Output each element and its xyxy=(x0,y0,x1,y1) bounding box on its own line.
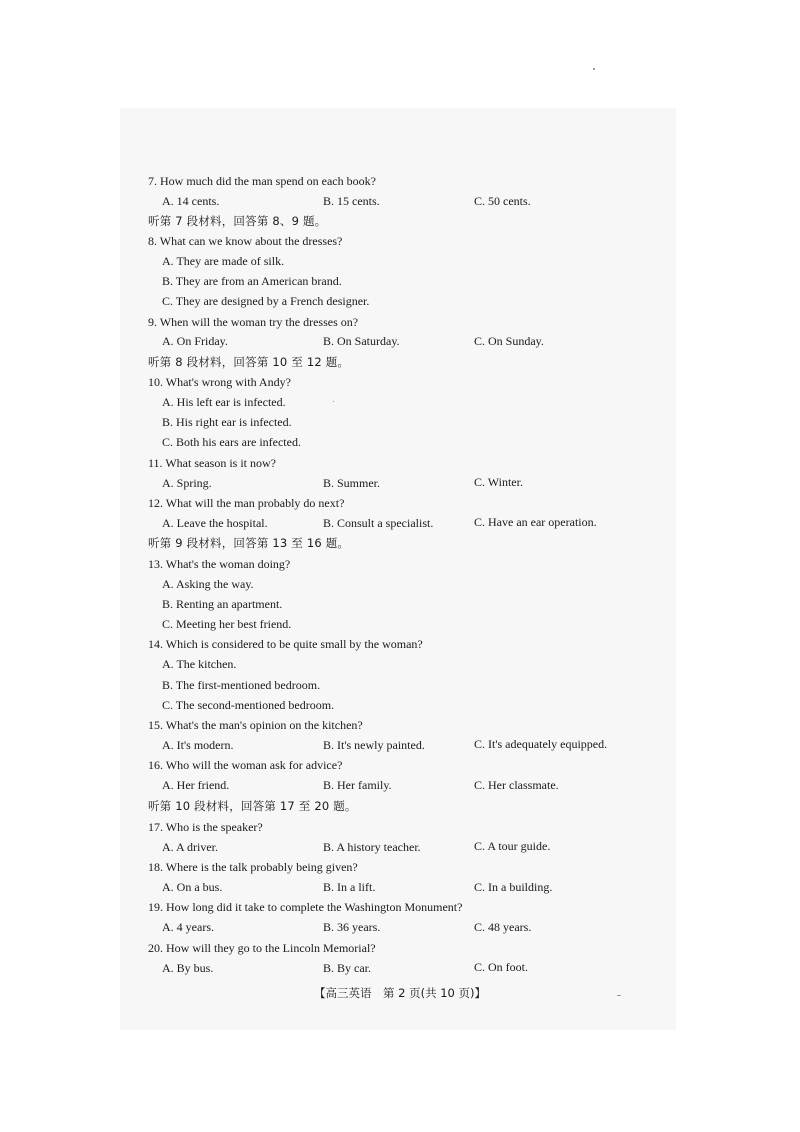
question-15-option-c: C. It's adequately equipped. xyxy=(474,737,608,751)
question-7-option-a: A. 14 cents. xyxy=(162,194,220,208)
question-19-option-b: B. 36 years. xyxy=(323,920,381,934)
section-10-instruction: 听第 10 段材料，回答第 17 至 20 题。 xyxy=(148,799,357,813)
question-13-option-b: B. Renting an apartment. xyxy=(162,597,283,611)
question-10-option-a: A. His left ear is infected. xyxy=(162,395,286,409)
question-18-option-c: C. In a building. xyxy=(474,880,553,894)
question-9-option-b: B. On Saturday. xyxy=(323,334,400,348)
question-14-option-a: A. The kitchen. xyxy=(162,657,237,671)
question-9-stem: 9. When will the woman try the dresses on? xyxy=(148,315,359,329)
question-19-option-a: A. 4 years. xyxy=(162,920,214,934)
question-16-option-b: B. Her family. xyxy=(323,778,392,792)
question-17-stem: 17. Who is the speaker? xyxy=(148,820,263,834)
question-10-stem: 10. What's wrong with Andy? xyxy=(148,375,291,389)
question-17-option-b: B. A history teacher. xyxy=(323,840,421,854)
question-11-option-c: C. Winter. xyxy=(474,475,523,489)
question-10-option-c: C. Both his ears are infected. xyxy=(162,435,301,449)
question-9-option-a: A. On Friday. xyxy=(162,334,228,348)
question-13-option-a: A. Asking the way. xyxy=(162,577,254,591)
question-19-stem: 19. How long did it take to complete the Washington Monument? xyxy=(148,900,463,914)
question-8-stem: 8. What can we know about the dresses? xyxy=(148,234,343,248)
question-7-option-c: C. 50 cents. xyxy=(474,194,531,208)
question-11-option-b: B. Summer. xyxy=(323,476,381,490)
question-13-option-c: C. Meeting her best friend. xyxy=(162,617,292,631)
question-18-option-a: A. On a bus. xyxy=(162,880,223,894)
question-8-option-a: A. They are made of silk. xyxy=(162,254,285,268)
question-7-stem: 7. How much did the man spend on each book? xyxy=(148,174,376,188)
question-12-option-c: C. Have an ear operation. xyxy=(474,515,597,529)
question-13-stem: 13. What's the woman doing? xyxy=(148,557,291,571)
section-7-instruction: 听第 7 段材料，回答第 8、9 题。 xyxy=(148,214,327,228)
question-7-option-b: B. 15 cents. xyxy=(323,194,380,208)
question-20-option-b: B. By car. xyxy=(323,961,371,975)
question-8-option-b: B. They are from an American brand. xyxy=(162,274,342,288)
question-10-option-b: B. His right ear is infected. xyxy=(162,415,292,429)
question-18-stem: 18. Where is the talk probably being given? xyxy=(148,860,358,874)
question-17-option-c: C. A tour guide. xyxy=(474,839,551,853)
question-12-stem: 12. What will the man probably do next? xyxy=(148,496,345,510)
question-12-option-b: B. Consult a specialist. xyxy=(323,516,434,530)
question-15-stem: 15. What's the man's opinion on the kitchen? xyxy=(148,718,363,732)
question-19-option-c: C. 48 years. xyxy=(474,920,532,934)
question-20-option-a: A. By bus. xyxy=(162,961,214,975)
scan-speck xyxy=(593,68,595,70)
question-16-stem: 16. Who will the woman ask for advice? xyxy=(148,758,343,772)
question-16-option-c: C. Her classmate. xyxy=(474,778,559,792)
question-18-option-b: B. In a lift. xyxy=(323,880,376,894)
question-8-option-c: C. They are designed by a French designer. xyxy=(162,294,370,308)
question-20-stem: 20. How will they go to the Lincoln Memorial? xyxy=(148,941,376,955)
section-9-instruction: 听第 9 段材料，回答第 13 至 16 题。 xyxy=(148,536,350,550)
question-15-option-a: A. It's modern. xyxy=(162,738,234,752)
question-14-option-c: C. The second-mentioned bedroom. xyxy=(162,698,335,712)
section-8-instruction: 听第 8 段材料，回答第 10 至 12 题。 xyxy=(148,355,350,369)
question-14-option-b: B. The first-mentioned bedroom. xyxy=(162,678,321,692)
scan-speck xyxy=(333,401,334,402)
question-17-option-a: A. A driver. xyxy=(162,840,218,854)
question-16-option-a: A. Her friend. xyxy=(162,778,230,792)
question-20-option-c: C. On foot. xyxy=(474,960,528,974)
question-11-stem: 11. What season is it now? xyxy=(148,456,276,470)
question-15-option-b: B. It's newly painted. xyxy=(323,738,425,752)
page-footer: 【高三英语 第 2 页(共 10 页)】 xyxy=(313,986,487,1000)
question-12-option-a: A. Leave the hospital. xyxy=(162,516,268,530)
question-11-option-a: A. Spring. xyxy=(162,476,212,490)
question-14-stem: 14. Which is considered to be quite small by the woman? xyxy=(148,637,423,651)
question-9-option-c: C. On Sunday. xyxy=(474,334,544,348)
